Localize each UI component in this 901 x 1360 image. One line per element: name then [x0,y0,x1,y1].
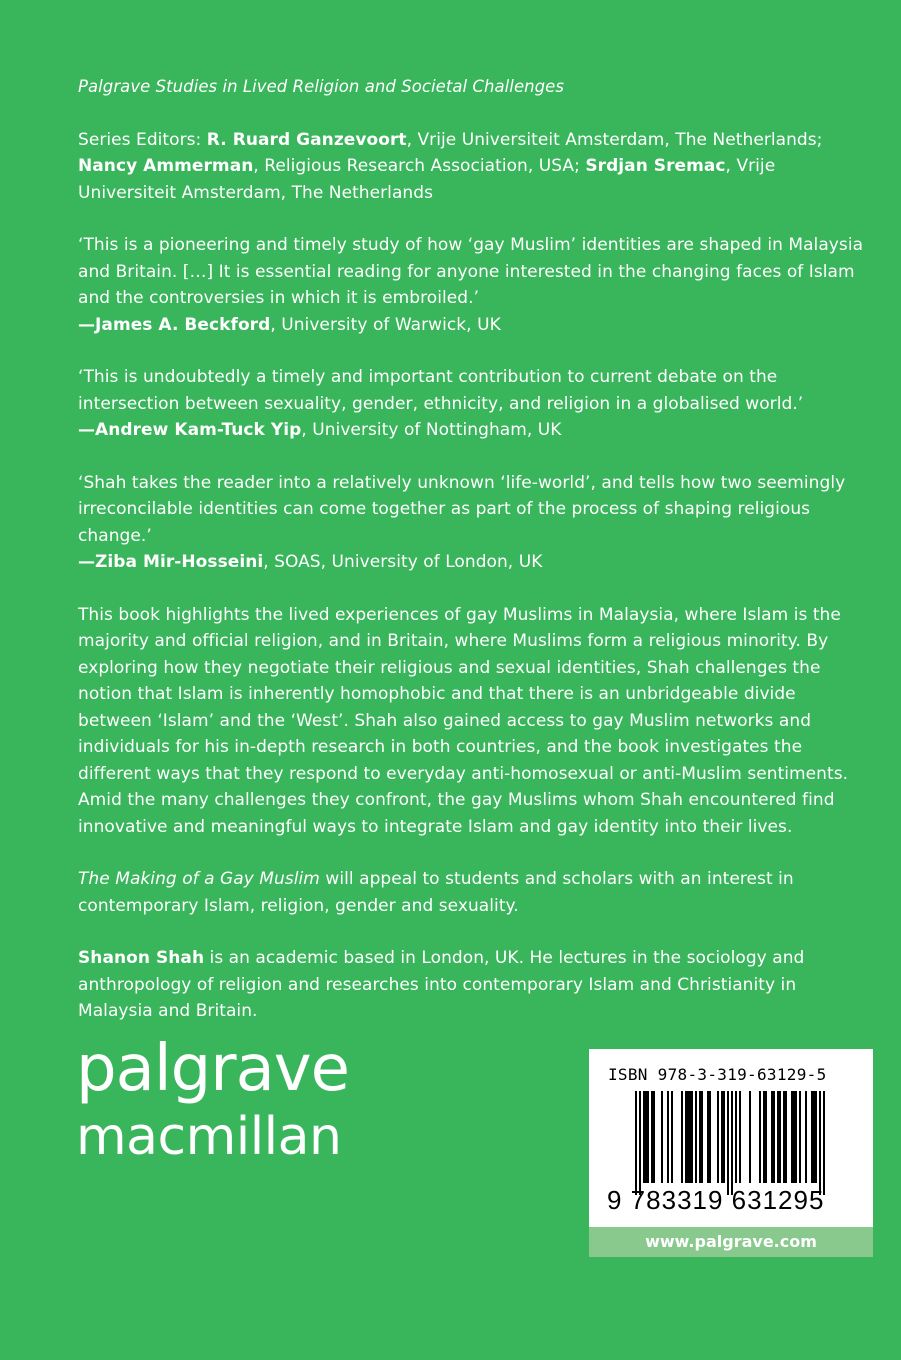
barcode-bar [707,1091,709,1183]
barcode-bar [805,1091,807,1183]
endorsement-quote [78,470,868,576]
barcode-bar [723,1091,725,1183]
logo-macmillan: macmillan [76,1107,342,1167]
barcode-bar [739,1091,741,1183]
barcode-bar [793,1091,795,1183]
endorsement-quote [78,232,868,338]
audience-text: will appeal to students and scholars with an interest in contemporary Islam, religion, gender and sexuality. [78,869,794,916]
barcode-bar [799,1091,801,1183]
editor-3-name: Srdjan Sremac [585,156,726,176]
barcode-bar [709,1091,711,1183]
barcode-bar [759,1091,761,1183]
quote-affiliation: , University of Warwick, UK [270,314,501,335]
barcode-bar [779,1091,781,1183]
barcode-bar [645,1091,647,1183]
quote-attribution [78,549,868,576]
editor-1-name: R. Ruard Ganzevoort [206,129,407,150]
barcode-bar [813,1091,815,1183]
quote-affiliation: , SOAS, University of London, UK [263,552,543,572]
barcode-bar [763,1091,765,1183]
barcode-bar [773,1091,775,1183]
barcode-bar [667,1091,669,1183]
audience-statement [78,866,868,919]
barcode-guard-bar [819,1091,821,1195]
barcode-bar [749,1091,751,1183]
author-bio-text: is an academic based in London, UK. He lectures in the sociology and anthropology of religion and researches into contemporary Islam and Christianity in Malaysia and Britain. [78,948,805,1021]
barcode-bar [653,1091,655,1183]
editor-2-name: Nancy Ammerman [78,156,254,176]
barcode-bar [811,1091,813,1183]
barcode-bar [735,1091,737,1183]
isbn-barcode-box [589,1049,873,1257]
barcode-guard-bar [731,1091,733,1195]
series-editors [78,127,868,207]
barcode-bar [795,1091,797,1183]
barcode-bar [777,1091,779,1183]
book-title: The Making of a Gay Muslim [78,869,320,889]
book-description: This book highlights the lived experiences of gay Muslims in Malaysia, where Islam is the majority and official religion, and in Britain, where Muslims form a religious minority. By exploring how they negotiate their religious and sexual identities, Shah challenges the notion that Islam is inherently homophobic and that there is an unbridgeable divide between ‘Islam’ and the ‘West’. Shah also gained access to gay Muslim networks and individuals for his in-depth research in both countries, and the book investigates the different ways that they respond to everyday anti-homosexual or anti-Muslim sentiments. Amid the many challenges they confront, the gay Muslims whom Shah encountered find innovative and meaningful ways to integrate Islam and gay identity into their lives. [78,604,849,837]
quote-author: —Ziba Mir-Hosseini [78,552,264,572]
quote-author: —James A. Beckford [78,314,271,335]
quote-attribution [78,417,868,444]
barcode-guard-bar [639,1091,641,1195]
isbn-label: ISBN 978-3-319-63129-5 [608,1065,827,1084]
barcode-bar [815,1091,817,1183]
barcode-bar [717,1091,719,1183]
barcode-bar [685,1091,687,1183]
barcode-bar [721,1091,723,1183]
barcode-bar [771,1091,773,1183]
logo-palgrave: palgrave [76,1032,350,1106]
quote-attribution [78,312,868,339]
barcode-digits: 9 783319 631295 [607,1185,825,1215]
barcode-guard-bar [727,1091,729,1195]
endorsement-quote [78,364,868,444]
barcode-bar [651,1091,653,1183]
publisher-url: www.palgrave.com [589,1227,873,1257]
barcode-bar [687,1091,689,1183]
editors-prefix: Series Editors: [78,129,207,150]
author-bio [78,945,868,1025]
barcode-bar [783,1091,785,1183]
barcode-bar [701,1091,703,1183]
quote-affiliation: , University of Nottingham, UK [301,420,562,440]
quote-text: ‘This is undoubtedly a timely and important contribution to current debate on the intersection between sexuality, gender, ethnicity, and religion in a globalised world.’ [78,367,804,414]
barcode-bar [695,1091,697,1183]
barcode-guard-bar [823,1091,825,1195]
editor-3-affiliation: , Vrije Universiteit Amsterdam, The Netherlands [78,156,776,203]
author-name: Shanon Shah [78,948,205,968]
quote-text: ‘Shah takes the reader into a relatively unknown ‘life-world’, and tells how two seemingly irreconcilable identities can come together as part of the process of shaping religious change.’ [78,472,846,546]
series-title: Palgrave Studies in Lived Religion and Societal Challenges [78,77,565,96]
quote-text: ‘This is a pioneering and timely study of how ‘gay Muslim’ identities are shaped in Malaysia and Britain. […] It is essential reading for anyone interested in the changing faces of Islam and the controversies in which it is embroiled.’ [78,235,864,308]
barcode-bar [661,1091,663,1183]
barcode-bar [765,1091,767,1183]
barcode-bar [791,1091,793,1183]
quote-author: —Andrew Kam-Tuck Yip [78,420,302,440]
barcode-bar [681,1091,683,1183]
barcode-bar [689,1091,691,1183]
editor-2-affiliation: , Religious Research Association, USA; [253,156,586,176]
barcode-bar [691,1091,693,1183]
barcode-bar [671,1091,673,1183]
barcode-bar [643,1091,645,1183]
publisher-logo [76,1032,350,1167]
barcode-bar [647,1091,649,1183]
barcode-bar [699,1091,701,1183]
back-cover-text [78,74,868,1051]
barcode-guard-bar [635,1091,637,1195]
barcode-bar [785,1091,787,1183]
editor-1-affiliation: , Vrije Universiteit Amsterdam, The Netherlands; [406,129,823,150]
